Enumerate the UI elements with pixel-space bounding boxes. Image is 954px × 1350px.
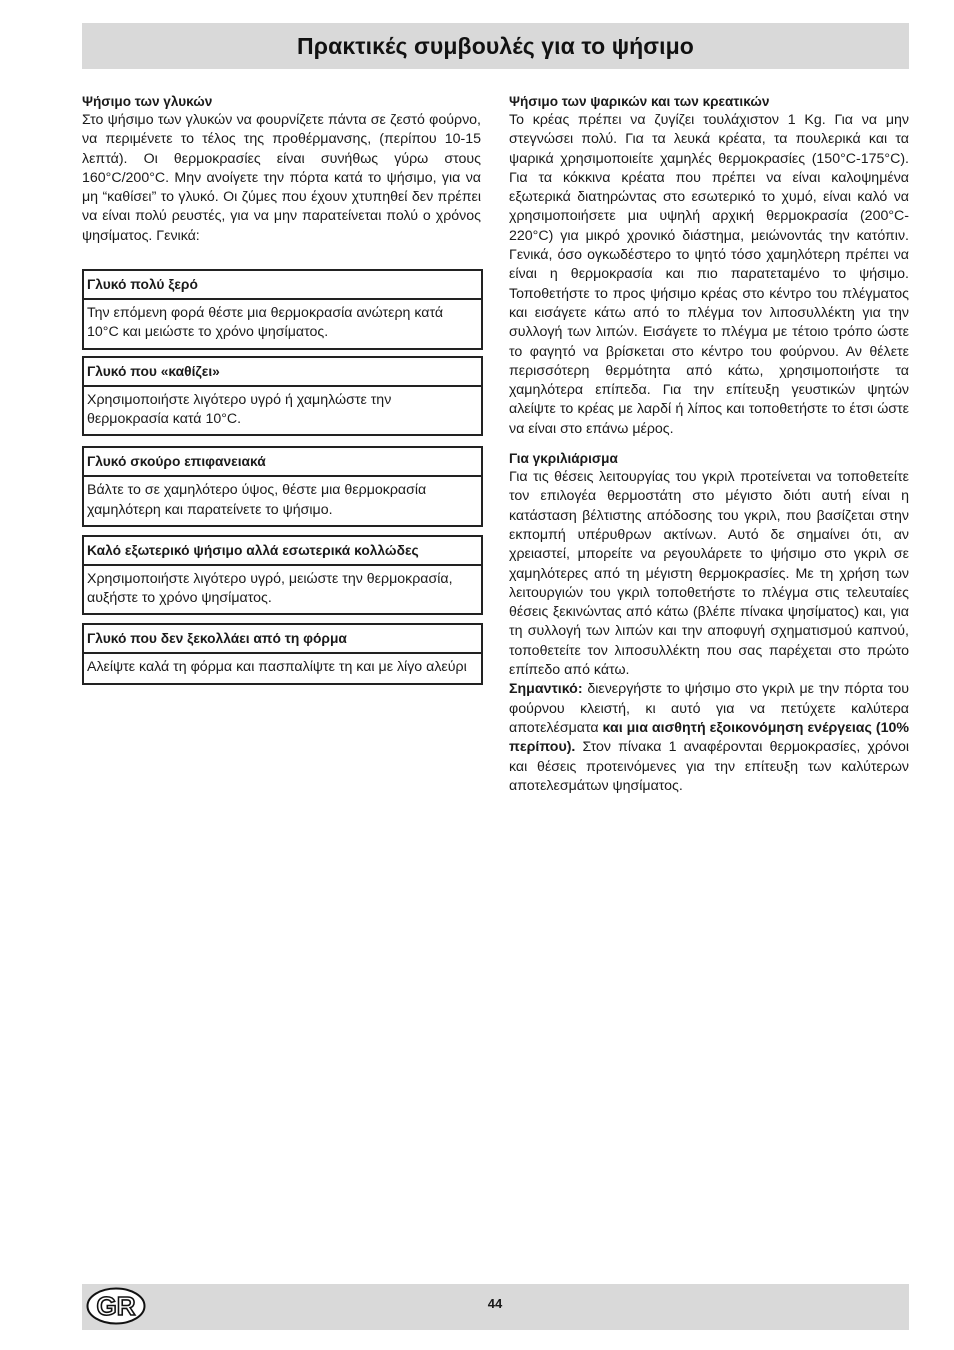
tip-text: Βάλτε το σε χαμηλότερο ύψος, θέστε μια θερμοκρασία χαμηλότερη και παρατείνετε το ψήσιμο. bbox=[87, 482, 427, 518]
important-bold-text: και μια αισθητή εξοικονόμηση ενέργειας (10% περίπου). bbox=[509, 719, 910, 756]
tip-box bbox=[82, 623, 483, 684]
tip-title: Καλό εξωτερικό ψήσιμο αλλά εσωτερικά κολλώδες bbox=[84, 537, 481, 566]
section-text-grill: Για τις θέσεις λειτουργίας του γκριλ προτείνεται να τοποθετείτε τον επιλογέα θερμοστάτη στο μέγιστο διότι αυτή είναι η κατάσταση βέλτιστης απόδοσης του γκριλ, που βασίζεται στην εκπομπή υπέρυθρων ακτίνων. Αυτό δε σημαίνει ότι, αν χρειαστεί, μπορείτε να ρεγουλάρετε το ψήσιμο στο γκριλ σε χαμηλότερες από τη μέγιστη θερμοκρασίες. Με τη χρήση των λειτουργιών του γκριλ τοποθετήστε το πλέγμα στις τελευταίες θέσεις ξεκινώντας από κάτω (βλέπε πίνακα ψησίματος) και, για τη συλλογή των λιπών και την αποφυγή σχηματισμού καπνού, τοποθετείτε τον λιποσυλλέκτη που σας παρέχεται στο πρώτο επίπεδο από κάτω. bbox=[509, 469, 909, 679]
section-intro-sweets: Στο ψήσιμο των γλυκών να φουρνίζετε πάντα σε ζεστό φούρνο, να περιμένετε το τέλος της προθέρμανσης, (περίπου 10-15 λεπτά). Οι θερμοκρασίες είναι συνήθως γύρω στους 160°C/200°C. Μην ανοίγετε την πόρτα κατά το ψήσιμο, για να μη “καθίσει” το γλυκό. Οι ζύμες που έχουν χτυπηθεί δεν πρέπει να είναι πολύ ρευστές, για να μην παρατείνεται πολύ ο χρόνος ψησίματος. Γενικά: bbox=[82, 112, 481, 244]
important-text-1: διενεργήστε το ψήσιμο στο γκριλ με την πόρτα του φούρνου κλειστή, κι αυτό για να πετύχετε καλύτερα αποτελέσματα bbox=[509, 681, 909, 736]
tip-box bbox=[82, 446, 483, 527]
important-text-2: Στον πίνακα 1 αναφέρονται θερμοκρασίες, χρόνοι και θέσεις προτεινόμενες για την επίτευξη των καλύτερων αποτελεσμάτων ψησίματος. bbox=[509, 739, 909, 794]
tip-title: Γλυκό πολύ ξερό bbox=[84, 271, 481, 300]
left-column bbox=[82, 92, 481, 691]
page-title: Πρακτικές συμβουλές για το ψήσιμο bbox=[297, 32, 694, 59]
tip-text: Χρησιμοποιήστε λιγότερο υγρό ή χαμηλώστε την θερμοκρασία κατά 10°C. bbox=[87, 391, 392, 427]
tip-text: Αλείψτε καλά τη φόρμα και πασπαλίψτε τη και με λίγο αλεύρι bbox=[87, 659, 467, 676]
section-heading-grill: Για γκριλιάρισμα bbox=[509, 451, 618, 467]
gr-language-logo bbox=[86, 1287, 146, 1325]
tip-text: Χρησιμοποιήστε λιγότερο υγρό, μειώστε την θερμοκρασία, αυξήστε το χρόνο ψησίματος. bbox=[87, 570, 453, 607]
tip-box bbox=[82, 535, 483, 616]
gr-logo-text: GR bbox=[96, 1291, 136, 1321]
tip-title: Γλυκό σκούρο επιφανειακά bbox=[84, 448, 481, 477]
page-number: 44 bbox=[487, 1296, 503, 1311]
title-bar bbox=[82, 23, 909, 69]
tip-title: Γλυκό που δεν ξεκολλάει από τη φόρμα bbox=[84, 625, 481, 654]
important-note bbox=[509, 680, 909, 796]
section-heading-meat: Ψήσιμο των ψαρικών και των κρεατικών bbox=[509, 94, 770, 109]
tip-box bbox=[82, 269, 483, 350]
tip-box bbox=[82, 356, 483, 437]
tip-text: Την επόμενη φορά θέστε μια θερμοκρασία ανώτερη κατά 10°C και μειώστε το χρόνο ψησίματος. bbox=[87, 305, 444, 341]
tip-title: Γλυκό που «καθίζει» bbox=[84, 358, 481, 387]
section-text-meat: Το κρέας πρέπει να ζυγίζει τουλάχιστον 1 Kg. Για να μην στεγνώσει πολύ. Για τα λευκά κρέατα, τα πουλερικά και τα ψαρικά χρησιμοποιείτε χαμηλές θερμοκρασίες (150°C-175°C). Για τα κόκκινα κρέατα που πρέπει να είναι καλοψημένα εξωτερικά διατηρώντας στο εσωτερικό το χυμό, είναι καλό να χρησιμοποιήσετε μια υψηλή αρχική θερμοκρασία (200°C-220°C) για μικρό χρονικό διάστημα, μειώνοντάς την κατόπιν. Γενικά, όσο ογκωδέστερο το ψητό τόσο χαμηλότερη πρέπει να είναι η θερμοκρασία και πιο παρατεταμένο το ψήσιμο. Τοποθετήστε το προς ψήσιμο κρέας στο κέντρο του πλέγματος και εισάγετε κάτω από το πλέγμα τον λιποσυλλέκτη για την συλλογή των λιπών. Εισάγετε το πλέγμα με τέτοιο τρόπο ώστε το φαγητό να βρίσκεται στο κέντρο του φούρνου. Αν θέλετε περισσότερη θερμότητα από κάτω, χρησιμοποιήστε τα χαμηλότερα επίπεδα. Για την επίτευξη γευστικών ψητών αλείψτε το κρέας με λαρδί ή λίπος και τοποθετήστε το έτσι ώστε να είναι στο επάνω μέρος. bbox=[509, 112, 909, 437]
right-column bbox=[509, 92, 909, 796]
important-label: Σημαντικό: bbox=[509, 681, 583, 698]
tips-list bbox=[82, 269, 481, 685]
section-heading-sweets: Ψήσιμο των γλυκών bbox=[82, 94, 213, 109]
